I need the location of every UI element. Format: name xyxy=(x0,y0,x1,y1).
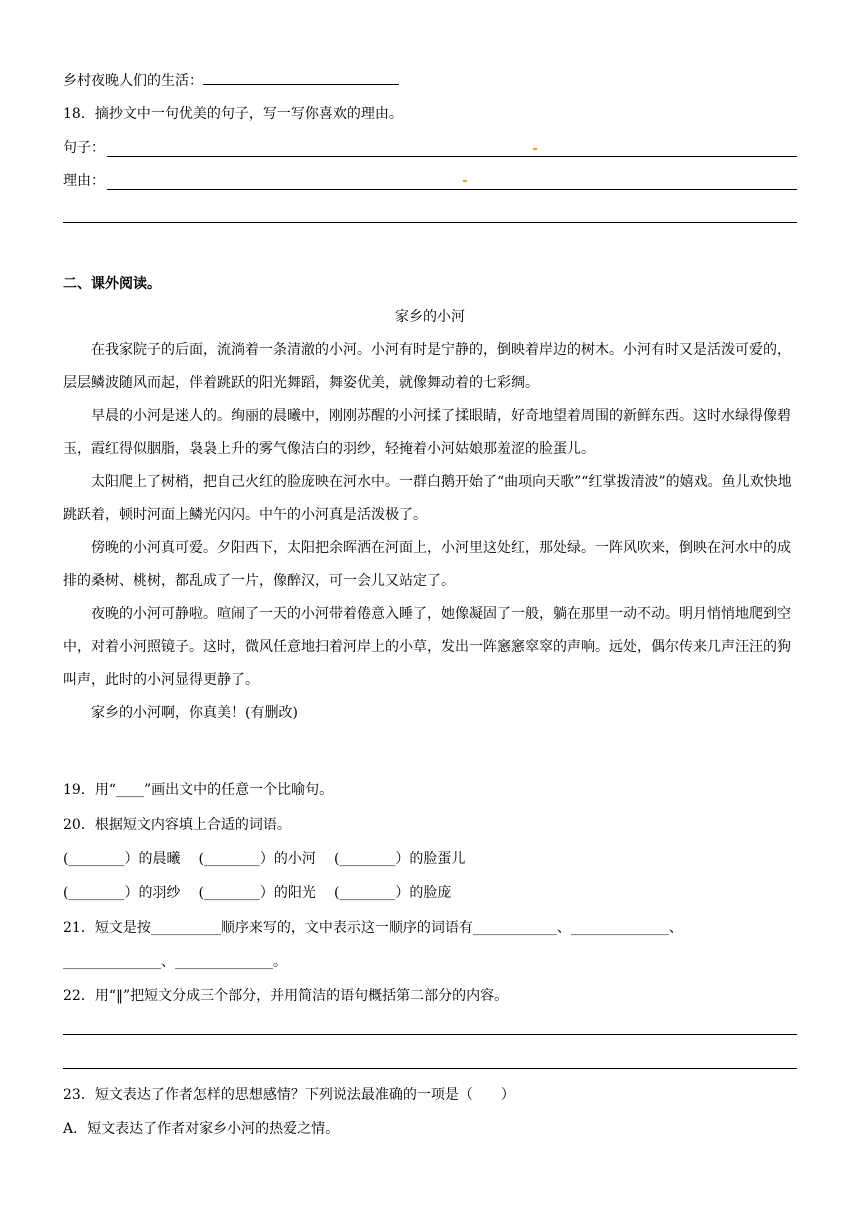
passage-title: 家乡的小河 xyxy=(395,309,465,325)
q23-option-a[interactable]: A．短文表达了作者对家乡小河的热爱之情。 xyxy=(63,1121,340,1137)
q20-blank-2[interactable]: (________）的小河 xyxy=(198,851,316,867)
passage-paragraph-2: 早晨的小河是迷人的。绚丽的晨曦中，刚刚苏醒的小河揉了揉眼睛，好奇地望着周围的新鲜东西。这时水绿得像碧玉，霞红得似胭脂，袅袅上升的雾气像洁白的羽纱，轻掩着小河姑娘那羞涩的脸蛋儿。 xyxy=(63,408,791,457)
answer-rule-extra[interactable] xyxy=(63,222,797,223)
q20-blank-6[interactable]: (________）的脸庞 xyxy=(333,885,452,901)
q19-blank: ____ xyxy=(115,782,144,798)
answer-line-village-night xyxy=(63,70,399,91)
passage-paragraph-4: 傍晚的小河真可爱。夕阳西下，太阳把余晖洒在河面上，小河里这处红，那处绿。一阵风吹来，倒映在河水中的成排的桑树、桃树，都乱成了一片，像醉汉，可一会儿又站定了。 xyxy=(63,540,791,589)
sentence-answer-line[interactable] xyxy=(63,138,797,158)
answer-rule-q22-1[interactable] xyxy=(63,1034,797,1035)
reason-answer-line[interactable] xyxy=(63,171,797,191)
question-23: 23．短文表达了作者怎样的思想感情？下列说法最准确的一项是（ ） xyxy=(63,1087,515,1103)
answer-rule xyxy=(107,189,797,190)
question-22: 22．用“‖”把短文分成三个部分，并用简洁的语句概括第二部分的内容。 xyxy=(63,988,509,1004)
passage-paragraph-5: 夜晚的小河可静啦。喧闹了一天的小河带着倦意入睡了，她像凝固了一般，躺在那里一动不动。明月悄悄地爬到空中，对着小河照镜子。这时，微风任意地扫着河岸上的小草，发出一阵窸窸窣窣的声响。远处，偶尔传来几声汪汪的狗叫声，此时的小河显得更静了。 xyxy=(63,606,791,688)
q20-blank-1[interactable]: (________）的晨曦 xyxy=(63,851,181,867)
question-18: 18．摘抄文中一句优美的句子，写一写你喜欢的理由。 xyxy=(63,106,403,122)
reason-label: 理由： xyxy=(63,173,105,189)
q20-row-2 xyxy=(63,883,451,903)
question-21-line-2: ______________、______________。 xyxy=(63,954,287,970)
q20-blank-3[interactable]: (________）的脸蛋儿 xyxy=(333,851,466,867)
section-heading: 二、课外阅读。 xyxy=(63,276,161,292)
highlight-mark xyxy=(533,148,537,150)
sentence-label: 句子： xyxy=(63,140,105,156)
answer-blank[interactable] xyxy=(203,70,399,85)
passage-paragraph-3: 太阳爬上了树梢，把自己火红的脸庞映在河水中。一群白鹅开始了“曲项向天歌”“红掌拨清波”的嬉戏。鱼儿欢快地跳跃着，顿时河面上鳞光闪闪。中午的小河真是活泼极了。 xyxy=(63,474,792,523)
q20-row-1 xyxy=(63,849,465,869)
passage-paragraph-6: 家乡的小河啊，你真美！(有删改) xyxy=(91,705,298,721)
question-20: 20．根据短文内容填上合适的词语。 xyxy=(63,817,291,833)
q19-text-a: 19．用“ xyxy=(63,782,116,798)
question-21-line-1: 21．短文是按__________顺序来写的，文中表示这一顺序的词语有____________、______________、 xyxy=(63,920,683,936)
highlight-mark xyxy=(463,180,467,182)
answer-rule xyxy=(107,156,797,157)
q19-text-b: ”画出文中的任意一个比喻句。 xyxy=(143,782,334,798)
q20-blank-5[interactable]: (________）的阳光 xyxy=(198,885,316,901)
question-19 xyxy=(63,780,333,800)
answer-rule-q22-2[interactable] xyxy=(63,1068,797,1069)
q20-blank-4[interactable]: (________）的羽纱 xyxy=(63,885,181,901)
question-label: 乡村夜晚人们的生活： xyxy=(63,73,203,89)
passage-paragraph-1: 在我家院子的后面，流淌着一条清澈的小河。小河有时是宁静的，倒映着岸边的树木。小河有时又是活泼可爱的，层层鳞波随风而起，伴着跳跃的阳光舞蹈，舞姿优美，就像舞动着的七彩绸。 xyxy=(63,342,791,391)
